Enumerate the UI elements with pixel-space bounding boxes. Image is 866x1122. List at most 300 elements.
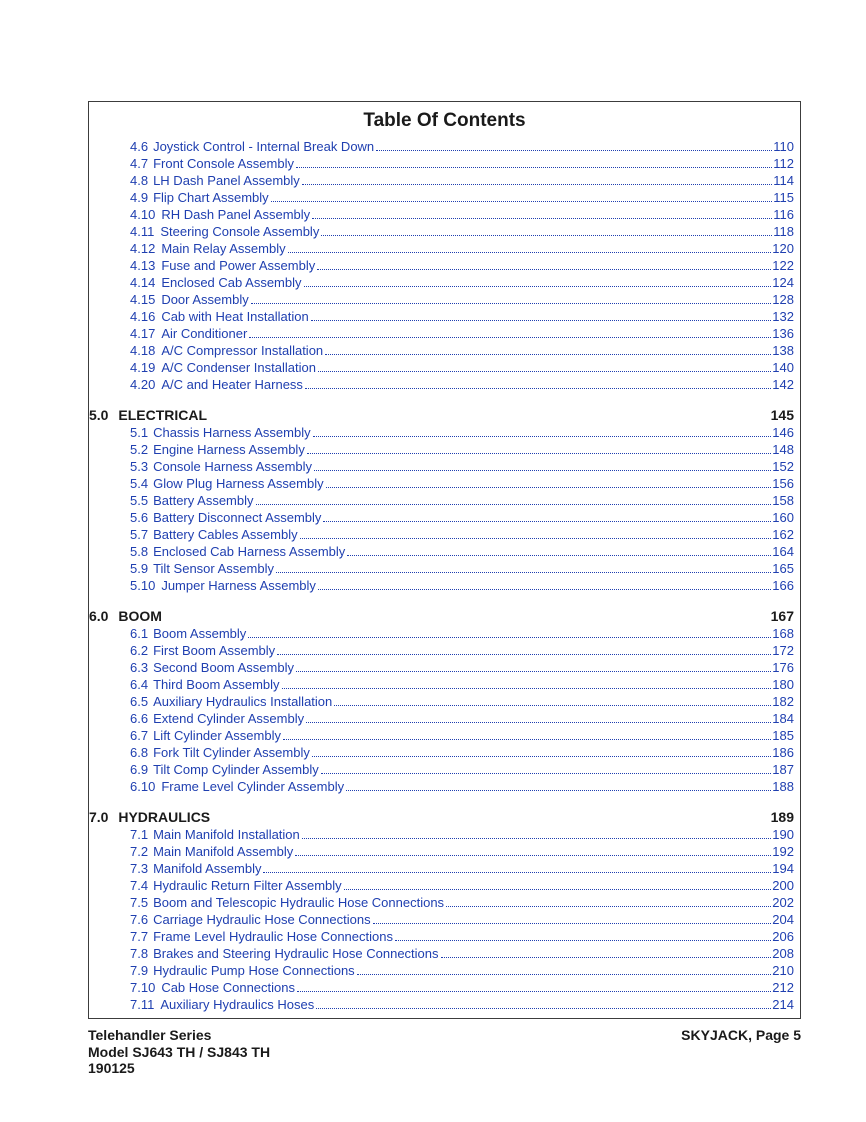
toc-entry-page: 122 — [772, 258, 794, 273]
toc-entry-page: 114 — [773, 173, 794, 188]
toc-entry-text — [130, 728, 281, 743]
toc-entry-number: 4.6 — [130, 139, 149, 154]
toc-entry-number: 6.1 — [130, 626, 149, 641]
toc-entry-number: 5.7 — [130, 527, 149, 542]
section-heading[interactable] — [89, 809, 800, 826]
toc-entry-link[interactable] — [89, 223, 800, 240]
toc-entry-page: 160 — [772, 510, 794, 525]
toc-entry-link[interactable] — [89, 441, 800, 458]
toc-entry-label: Third Boom Assembly — [153, 677, 280, 692]
toc-entry-page: 112 — [773, 156, 794, 171]
toc-entry-label: Battery Disconnect Assembly — [153, 510, 322, 525]
toc-entry-body — [130, 425, 794, 440]
toc-entry-page: 158 — [772, 493, 794, 508]
toc-entry-body — [130, 745, 794, 760]
toc-entry-label: Brakes and Steering Hydraulic Hose Connections — [153, 946, 439, 961]
toc-entry-number: 4.9 — [130, 190, 149, 205]
toc-entry-link[interactable] — [89, 560, 800, 577]
toc-entry-number: 4.11 — [130, 224, 155, 239]
toc-entry-text — [130, 578, 316, 593]
toc-entry-label: Cab with Heat Installation — [161, 309, 309, 324]
dot-leader — [311, 319, 772, 321]
toc-entry-text — [130, 527, 298, 542]
toc-entry-body — [130, 224, 794, 239]
toc-entry-body — [130, 326, 794, 341]
toc-entry-label: Main Manifold Assembly — [153, 844, 294, 859]
toc-entry-number: 4.12 — [130, 241, 156, 256]
dot-leader — [288, 251, 772, 253]
toc-entry-body — [130, 207, 794, 222]
toc-entry-label: Auxiliary Hydraulics Hoses — [160, 997, 315, 1012]
toc-entry-body — [130, 561, 794, 576]
toc-entry-body — [130, 156, 794, 171]
toc-entry-text — [130, 292, 249, 307]
toc-entry-text — [130, 241, 286, 256]
toc-entry-body — [130, 762, 794, 777]
toc-entry-text — [130, 929, 393, 944]
toc-entry-text — [130, 912, 371, 927]
section-title — [89, 407, 207, 423]
dot-leader — [376, 149, 772, 151]
toc-entry-link[interactable] — [89, 206, 800, 223]
toc-entry-page: 186 — [772, 745, 794, 760]
toc-entry-body — [130, 878, 794, 893]
toc-entry-label: Engine Harness Assembly — [153, 442, 305, 457]
toc-entry-body — [130, 292, 794, 307]
toc-entry-label: Hydraulic Return Filter Assembly — [153, 878, 342, 893]
toc-entry-body — [130, 139, 794, 154]
dot-leader — [441, 956, 772, 958]
toc-entry-link[interactable] — [89, 945, 800, 962]
dot-leader — [313, 435, 772, 437]
toc-entry-label: Tilt Sensor Assembly — [153, 561, 274, 576]
toc-entry-text — [130, 779, 344, 794]
toc-entry-text — [130, 878, 342, 893]
toc-entry-body — [130, 827, 794, 842]
toc-entry-link[interactable] — [89, 860, 800, 877]
dot-leader — [307, 452, 771, 454]
dot-leader — [306, 721, 771, 723]
toc-entry-label: Tilt Comp Cylinder Assembly — [153, 762, 319, 777]
toc-entry-page: 192 — [772, 844, 794, 859]
toc-entry-link[interactable] — [89, 727, 800, 744]
toc-entry-link[interactable] — [89, 424, 800, 441]
toc-entry-number: 4.14 — [130, 275, 156, 290]
dot-leader — [296, 166, 772, 168]
dot-leader — [357, 973, 772, 975]
toc-entry-link[interactable] — [89, 979, 800, 996]
toc-entry-page: 162 — [772, 527, 794, 542]
toc-entry-text — [130, 544, 345, 559]
toc-entry-text — [130, 963, 355, 978]
toc-entry-page: 116 — [773, 207, 794, 222]
toc-entry-label: Door Assembly — [161, 292, 249, 307]
toc-entry-label: Air Conditioner — [161, 326, 248, 341]
toc-entry-label: Boom Assembly — [153, 626, 247, 641]
toc-entry-number: 4.15 — [130, 292, 156, 307]
toc-entry-body — [130, 190, 794, 205]
toc-entry-number: 7.10 — [130, 980, 156, 995]
toc-entry-link[interactable] — [89, 778, 800, 795]
toc-entry-body — [130, 275, 794, 290]
toc-entry-number: 5.5 — [130, 493, 149, 508]
toc-entry-text — [130, 459, 312, 474]
toc-entry-number: 5.1 — [130, 425, 149, 440]
toc-entry-link[interactable] — [89, 240, 800, 257]
toc-entry-body — [130, 377, 794, 392]
toc-entry-page: 184 — [772, 711, 794, 726]
toc-entry-link[interactable] — [89, 744, 800, 761]
footer-model: Model SJ643 TH / SJ843 TH — [88, 1043, 271, 1060]
toc-entry-link[interactable] — [89, 894, 800, 911]
toc-entry-number: 4.7 — [130, 156, 149, 171]
section-heading[interactable] — [89, 407, 800, 424]
dot-leader — [344, 888, 772, 890]
toc-entry-page: 115 — [773, 190, 794, 205]
toc-entry-label: Frame Level Cylinder Assembly — [161, 779, 345, 794]
toc-entry-body — [130, 527, 794, 542]
toc-entry-number: 4.19 — [130, 360, 156, 375]
toc-entry-label: Enclosed Cab Assembly — [161, 275, 302, 290]
toc-entry-page: 118 — [773, 224, 794, 239]
toc-entry-page: 165 — [772, 561, 794, 576]
toc-entry-label: A/C and Heater Harness — [161, 377, 303, 392]
dot-leader — [295, 854, 771, 856]
dot-leader — [334, 704, 771, 706]
toc-entry-body — [130, 980, 794, 995]
dot-leader — [395, 939, 771, 941]
toc-entry-number: 4.10 — [130, 207, 156, 222]
toc-entry-number: 5.8 — [130, 544, 149, 559]
toc-entry-text — [130, 844, 293, 859]
toc-entry-number: 5.3 — [130, 459, 149, 474]
toc-entry-label: Auxiliary Hydraulics Installation — [153, 694, 333, 709]
toc-entry-text — [130, 643, 275, 658]
toc-entry-number: 4.18 — [130, 343, 156, 358]
dot-leader — [347, 554, 771, 556]
toc-entry-label: Fork Tilt Cylinder Assembly — [153, 745, 310, 760]
toc-entry-label: Flip Chart Assembly — [153, 190, 269, 205]
toc-entry-link[interactable] — [89, 458, 800, 475]
toc-entry-body — [130, 626, 794, 641]
toc-entry-body — [130, 241, 794, 256]
toc-entry-text — [130, 139, 374, 154]
section-title — [89, 608, 162, 624]
toc-entry-label: Boom and Telescopic Hydraulic Hose Connections — [153, 895, 445, 910]
toc-entry-body — [130, 660, 794, 675]
toc-entry-text — [130, 895, 444, 910]
toc-entry-text — [130, 275, 302, 290]
toc-entry-body — [130, 360, 794, 375]
dot-leader — [276, 571, 771, 573]
dot-leader — [302, 837, 772, 839]
dot-leader — [283, 738, 771, 740]
toc-entry-text — [130, 861, 261, 876]
toc-entry-link[interactable] — [89, 257, 800, 274]
toc-entry-number: 7.1 — [130, 827, 149, 842]
toc-entry-body — [130, 544, 794, 559]
toc-entry-body — [130, 997, 794, 1012]
footer-series: Telehandler Series — [88, 1027, 212, 1043]
dot-leader — [263, 871, 771, 873]
dot-leader — [297, 990, 771, 992]
toc-entry-page: 164 — [772, 544, 794, 559]
toc-entry-text — [130, 258, 315, 273]
dot-leader — [302, 183, 773, 185]
toc-entry-link[interactable] — [89, 509, 800, 526]
toc-entry-page: 132 — [772, 309, 794, 324]
toc-entry-page: 194 — [772, 861, 794, 876]
toc-entry-number: 6.5 — [130, 694, 149, 709]
toc-entry-text — [130, 343, 323, 358]
toc-entry-link[interactable] — [89, 526, 800, 543]
toc-entry-number: 7.2 — [130, 844, 149, 859]
dot-leader — [256, 503, 772, 505]
section-heading[interactable] — [89, 608, 800, 625]
toc-entry-label: A/C Condenser Installation — [161, 360, 316, 375]
toc-entry-page: 124 — [772, 275, 794, 290]
toc-entry-page: 180 — [772, 677, 794, 692]
toc-entry-page: 187 — [772, 762, 794, 777]
section-label: BOOM — [118, 608, 162, 624]
toc-entry-page: 208 — [772, 946, 794, 961]
dot-leader — [312, 217, 772, 219]
toc-entry-link[interactable] — [89, 155, 800, 172]
dot-leader — [282, 687, 772, 689]
toc-entry-number: 6.9 — [130, 762, 149, 777]
toc-entry-link[interactable] — [89, 189, 800, 206]
toc-entry-link[interactable] — [89, 308, 800, 325]
toc-entry-number: 7.7 — [130, 929, 149, 944]
toc-entry-text — [130, 425, 311, 440]
toc-entry-label: Lift Cylinder Assembly — [153, 728, 281, 743]
toc-entry-label: Front Console Assembly — [153, 156, 294, 171]
toc-entry-label: A/C Compressor Installation — [161, 343, 324, 358]
dot-leader — [305, 387, 771, 389]
toc-entry-page: 140 — [772, 360, 794, 375]
dot-leader — [323, 520, 771, 522]
toc-entry-link[interactable] — [89, 761, 800, 778]
toc-entry-body — [130, 442, 794, 457]
toc-entry-label: Main Relay Assembly — [161, 241, 286, 256]
toc-entry-text — [130, 493, 254, 508]
toc-entry-number: 6.3 — [130, 660, 149, 675]
toc-frame — [88, 101, 801, 1019]
dot-leader — [446, 905, 771, 907]
toc-entry-number: 5.6 — [130, 510, 149, 525]
dot-leader — [317, 268, 771, 270]
toc-entry-number: 6.7 — [130, 728, 149, 743]
dot-leader — [304, 285, 772, 287]
toc-entry-label: Fuse and Power Assembly — [161, 258, 316, 273]
toc-entry-link[interactable] — [89, 928, 800, 945]
toc-entry-link[interactable] — [89, 911, 800, 928]
footer-left — [88, 1027, 270, 1077]
dot-leader — [318, 588, 771, 590]
toc-entry-body — [130, 510, 794, 525]
toc-entry-link[interactable] — [89, 659, 800, 676]
toc-entry-link[interactable] — [89, 475, 800, 492]
toc-entry-page: 168 — [772, 626, 794, 641]
toc-entry-label: Extend Cylinder Assembly — [153, 711, 305, 726]
footer-page-label: SKYJACK, Page 5 — [681, 1027, 801, 1043]
toc-entry-body — [130, 258, 794, 273]
toc-entry-label: Battery Assembly — [153, 493, 254, 508]
toc-entry-label: Steering Console Assembly — [160, 224, 320, 239]
toc-entry-label: Battery Cables Assembly — [153, 527, 298, 542]
toc-entry-label: Frame Level Hydraulic Hose Connections — [153, 929, 393, 944]
toc-entry-page: 146 — [772, 425, 794, 440]
toc-entry-page: 152 — [772, 459, 794, 474]
section-page: 189 — [770, 809, 794, 825]
toc-entry-page: 110 — [773, 139, 794, 154]
toc-entry-number: 7.4 — [130, 878, 149, 893]
toc-entry-link[interactable] — [89, 492, 800, 509]
toc-entry-link[interactable] — [89, 843, 800, 860]
dot-leader — [271, 200, 773, 202]
toc-entry-link[interactable] — [89, 138, 800, 155]
dot-leader — [312, 755, 771, 757]
toc-entry-page: 188 — [772, 779, 794, 794]
dot-leader — [314, 469, 771, 471]
section-number: 7.0 — [89, 809, 109, 825]
toc-entry-text — [130, 762, 319, 777]
toc-entry-link[interactable] — [89, 693, 800, 710]
toc-entry-text — [130, 660, 294, 675]
toc-entry-number: 7.6 — [130, 912, 149, 927]
dot-leader — [251, 302, 772, 304]
toc-entry-text — [130, 173, 300, 188]
toc-entry-label: Enclosed Cab Harness Assembly — [153, 544, 346, 559]
toc-entry-text — [130, 745, 310, 760]
toc-entry-link[interactable] — [89, 359, 800, 376]
toc-entry-text — [130, 190, 269, 205]
dot-leader — [300, 537, 772, 539]
toc-entry-link[interactable] — [89, 291, 800, 308]
toc-entry-body — [130, 578, 794, 593]
toc-entry-text — [130, 360, 316, 375]
toc-entry-link[interactable] — [89, 376, 800, 393]
toc-entry-number: 5.2 — [130, 442, 149, 457]
toc-entry-label: Second Boom Assembly — [153, 660, 294, 675]
dot-leader — [321, 234, 772, 236]
toc-entry-body — [130, 728, 794, 743]
toc-entry-text — [130, 476, 324, 491]
footer-code: 190125 — [88, 1060, 135, 1076]
toc-entry-page: 142 — [772, 377, 794, 392]
toc-entry-number: 7.3 — [130, 861, 149, 876]
toc-entry-label: Glow Plug Harness Assembly — [153, 476, 324, 491]
toc-entry-link[interactable] — [89, 676, 800, 693]
toc-entry-link[interactable] — [89, 877, 800, 894]
toc-entry-text — [130, 946, 439, 961]
section-page: 145 — [770, 407, 794, 423]
toc-entry-label: Joystick Control - Internal Break Down — [153, 139, 375, 154]
toc-entry-link[interactable] — [89, 543, 800, 560]
toc-entry-page: 210 — [772, 963, 794, 978]
toc-entry-label: Hydraulic Pump Hose Connections — [153, 963, 355, 978]
toc-entry-page: 182 — [772, 694, 794, 709]
toc-entry-text — [130, 224, 319, 239]
toc-entry-text — [130, 677, 280, 692]
toc-entry-body — [130, 963, 794, 978]
page-title: Table Of Contents — [363, 110, 526, 131]
toc-entry-text — [130, 326, 247, 341]
toc-entry-text — [130, 309, 309, 324]
toc-entry-page: 136 — [772, 326, 794, 341]
toc-entry-body — [130, 912, 794, 927]
dot-leader — [321, 772, 772, 774]
toc-entry-label: Console Harness Assembly — [153, 459, 313, 474]
section-page: 167 — [770, 608, 794, 624]
toc-entry-number: 7.11 — [130, 997, 155, 1012]
toc-entry-label: Cab Hose Connections — [161, 980, 296, 995]
toc-entry-text — [130, 442, 305, 457]
toc-entry-body — [130, 677, 794, 692]
toc-entry-label: Carriage Hydraulic Hose Connections — [153, 912, 371, 927]
toc-entry-text — [130, 510, 321, 525]
toc-entry-link[interactable] — [89, 172, 800, 189]
toc-entry-body — [130, 895, 794, 910]
toc-entry-body — [130, 946, 794, 961]
toc-entry-number: 7.5 — [130, 895, 149, 910]
toc-entry-number: 5.9 — [130, 561, 149, 576]
toc-entry-body — [130, 861, 794, 876]
dot-leader — [325, 353, 771, 355]
toc-entry-number: 4.16 — [130, 309, 156, 324]
toc-entry-text — [130, 561, 274, 576]
section-title — [89, 809, 210, 825]
toc-entry-body — [130, 459, 794, 474]
toc-entry-body — [130, 493, 794, 508]
toc-entry-text — [130, 827, 300, 842]
toc-entry-link[interactable] — [89, 274, 800, 291]
toc-entry-number: 7.9 — [130, 963, 149, 978]
toc-entry-link[interactable] — [89, 710, 800, 727]
toc-entry-text — [130, 980, 295, 995]
toc-entry-link[interactable] — [89, 962, 800, 979]
toc-entry-body — [130, 929, 794, 944]
toc-entry-text — [130, 997, 314, 1012]
toc-list — [89, 138, 800, 1013]
toc-entry-page: 172 — [772, 643, 794, 658]
section-label: ELECTRICAL — [118, 407, 208, 423]
toc-entry-label: First Boom Assembly — [153, 643, 276, 658]
toc-entry-number: 4.13 — [130, 258, 156, 273]
toc-entry-link[interactable] — [89, 642, 800, 659]
toc-entry-link[interactable] — [89, 826, 800, 843]
toc-entry-page: 156 — [772, 476, 794, 491]
toc-entry-link[interactable] — [89, 325, 800, 342]
toc-entry-body — [130, 643, 794, 658]
toc-entry-body — [130, 343, 794, 358]
toc-entry-label: Manifold Assembly — [153, 861, 262, 876]
toc-entry-body — [130, 309, 794, 324]
toc-entry-number: 5.4 — [130, 476, 149, 491]
toc-entry-body — [130, 694, 794, 709]
section-number: 6.0 — [89, 608, 109, 624]
toc-entry-link[interactable] — [89, 996, 800, 1013]
toc-entry-page: 166 — [772, 578, 794, 593]
toc-entry-link[interactable] — [89, 342, 800, 359]
toc-entry-link[interactable] — [89, 577, 800, 594]
toc-entry-link[interactable] — [89, 625, 800, 642]
toc-entry-page: 148 — [772, 442, 794, 457]
dot-leader — [316, 1007, 771, 1009]
dot-leader — [296, 670, 771, 672]
toc-entry-page: 128 — [772, 292, 794, 307]
toc-entry-number: 4.17 — [130, 326, 156, 341]
